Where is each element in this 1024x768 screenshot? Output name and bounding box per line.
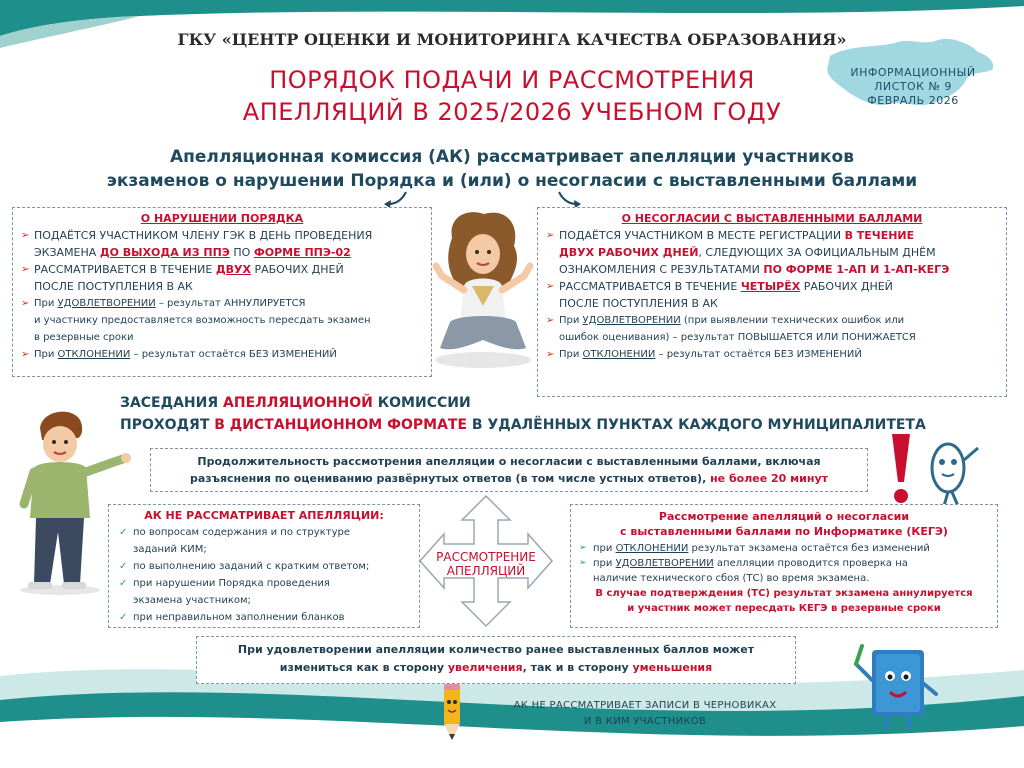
not-considered-box — [108, 504, 420, 628]
footer-note — [470, 698, 820, 730]
violation-item-2: ➢ РАССМАТРИВАЕТСЯ В ТЕЧЕНИЕ ДВУХ РАБОЧИХ ДНЕЙ ПОСЛЕ ПОСТУПЛЕНИЯ В АК — [21, 261, 423, 295]
informatics-item-1: ➢ при ОТКЛОНЕНИИ результат экзамена остаётся без изменений — [579, 541, 989, 556]
center-label — [423, 550, 549, 578]
satisfaction-line-2: измениться как в сторону увеличения, так и в сторону уменьшения — [279, 661, 713, 674]
exclamation-mascot-icon — [870, 430, 990, 510]
lead-statement — [40, 145, 984, 193]
title-line-2: АПЕЛЛЯЦИЙ В 2025/2026 УЧЕБНОМ ГОДУ — [242, 98, 782, 126]
badge-line-1: ИНФОРМАЦИОННЫЙ — [850, 66, 976, 79]
not-considered-item: ✓ по выполнению заданий с кратким ответом; — [117, 558, 411, 575]
title-line-1: ПОРЯДОК ПОДАЧИ И РАССМОТРЕНИЯ — [269, 66, 755, 94]
sessions-statement — [120, 392, 1000, 436]
footer-note-line-1: АК НЕ РАССМАТРИВАЕТ ЗАПИСИ В ЧЕРНОВИКАХ — [513, 700, 777, 711]
violation-item-4: ➢ При ОТКЛОНЕНИИ – результат остаётся БЕЗ ИЗМЕНЕНИЙ — [21, 346, 423, 363]
badge-line-3: ФЕВРАЛЬ 2026 — [867, 94, 959, 107]
disagreement-item-2: ➢ РАССМАТРИВАЕТСЯ В ТЕЧЕНИЕ ЧЕТЫРЁХ РАБОЧИХ ДНЕЙ ПОСЛЕ ПОСТУПЛЕНИЯ В АК — [546, 278, 998, 312]
not-considered-item: ✓ при нарушении Порядка проведения — [117, 575, 411, 592]
info-sheet-badge — [828, 66, 998, 108]
duration-line-2: разъяснения по оцениванию развёрнутых ответов (в том числе устных ответов), не более 20 минут — [190, 472, 828, 485]
page-title — [130, 64, 894, 128]
informatics-note: В случае подтверждения (ТС) результат экзамена аннулируется и участник может пересдать КЕГЭ в резервные сроки — [595, 588, 973, 614]
center-label-line-2: АПЕЛЛЯЦИЙ — [446, 564, 526, 578]
organization-name: ГКУ «ЦЕНТР ОЦЕНКИ И МОНИТОРИНГА КАЧЕСТВА ОБРАЗОВАНИЯ» — [177, 30, 847, 49]
not-considered-item-cont: экзамена участником; — [133, 595, 251, 606]
pencil-mascot-icon — [432, 682, 472, 744]
informatics-box — [570, 504, 998, 628]
duration-line-1: Продолжительность рассмотрения апелляции о несогласии с выставленными баллами, включая — [197, 455, 821, 468]
sessions-line-2: ПРОХОДЯТ В ДИСТАНЦИОННОМ ФОРМАТЕ В УДАЛЁННЫХ ПУНКТАХ КАЖДОГО МУНИЦИПАЛИТЕТА — [120, 417, 926, 433]
disagreement-item-3: ➢ При УДОВЛЕТВОРЕНИИ (при выявлении технических ошибок или ошибок оценивания) – результат ПОВЫШАЕТСЯ ИЛИ ПОНИЖАЕТСЯ — [546, 312, 998, 346]
book-mascot-icon — [852, 640, 940, 732]
violation-item-3: ➢ При УДОВЛЕТВОРЕНИИ – результат АННУЛИРУЕТСЯ — [21, 295, 423, 312]
footer-note-line-2: И В КИМ УЧАСТНИКОВ — [583, 716, 707, 727]
informatics-item-2: ➢ при УДОВЛЕТВОРЕНИИ апелляции проводится проверка на наличие технического сбоя (ТС) во время экзамена. — [579, 556, 989, 586]
not-considered-item: ✓ при неправильном заполнении бланков — [117, 609, 411, 626]
satisfaction-line-1: При удовлетворении апелляции количество ранее выставленных баллов может — [237, 643, 755, 656]
informatics-heading: Рассмотрение апелляций о несогласии с выставленными баллами по Информатике (КЕГЭ) — [620, 510, 948, 538]
violation-item-3-cont: и участнику предоставляется возможность пересдать экзамен в резервные сроки — [34, 315, 371, 343]
center-label-line-1: РАССМОТРЕНИЕ — [436, 550, 536, 564]
disagreement-box — [537, 207, 1007, 397]
violation-box — [12, 207, 432, 377]
student-girl-illustration — [428, 210, 538, 370]
not-considered-item-cont: заданий КИМ; — [133, 544, 207, 555]
disagreement-item-4: ➢ При ОТКЛОНЕНИИ – результат остаётся БЕЗ ИЗМЕНЕНИЙ — [546, 346, 998, 363]
violation-item-1: ➢ ПОДАЁТСЯ УЧАСТНИКОМ ЧЛЕНУ ГЭК В ДЕНЬ ПРОВЕДЕНИЯ ЭКЗАМЕНА ДО ВЫХОДА ИЗ ППЭ ПО ФОРМЕ ППЭ-02 — [21, 227, 423, 261]
satisfaction-box — [196, 636, 796, 684]
disagreement-heading: О НЕСОГЛАСИИ С ВЫСТАВЛЕННЫМИ БАЛЛАМИ — [621, 212, 923, 225]
lead-line-2: экзаменов о нарушении Порядка и (или) о несогласии с выставленными баллами — [106, 171, 918, 191]
badge-line-2: ЛИСТОК № 9 — [874, 80, 952, 93]
sessions-line-1: ЗАСЕДАНИЯ АПЕЛЛЯЦИОННОЙ КОМИССИИ — [120, 395, 471, 411]
not-considered-item: ✓ по вопросам содержания и по структуре — [117, 524, 411, 541]
lead-line-1: Апелляционная комиссия (АК) рассматривает апелляции участников — [170, 147, 854, 167]
disagreement-item-1: ➢ ПОДАЁТСЯ УЧАСТНИКОМ В МЕСТЕ РЕГИСТРАЦИИ В ТЕЧЕНИЕ ДВУХ РАБОЧИХ ДНЕЙ, СЛЕДУЮЩИХ ЗА ОФИЦИАЛЬНЫМ ДНЁМ ОЗНАКОМЛЕНИЯ С РЕЗУЛЬТАТАМИ ПО ФОРМЕ 1-АП И 1-АП-КЕГЭ — [546, 227, 998, 278]
not-considered-heading: АК НЕ РАССМАТРИВАЕТ АПЕЛЛЯЦИИ: — [144, 509, 384, 522]
violation-heading: О НАРУШЕНИИ ПОРЯДКА — [140, 212, 304, 225]
duration-box — [150, 448, 868, 492]
